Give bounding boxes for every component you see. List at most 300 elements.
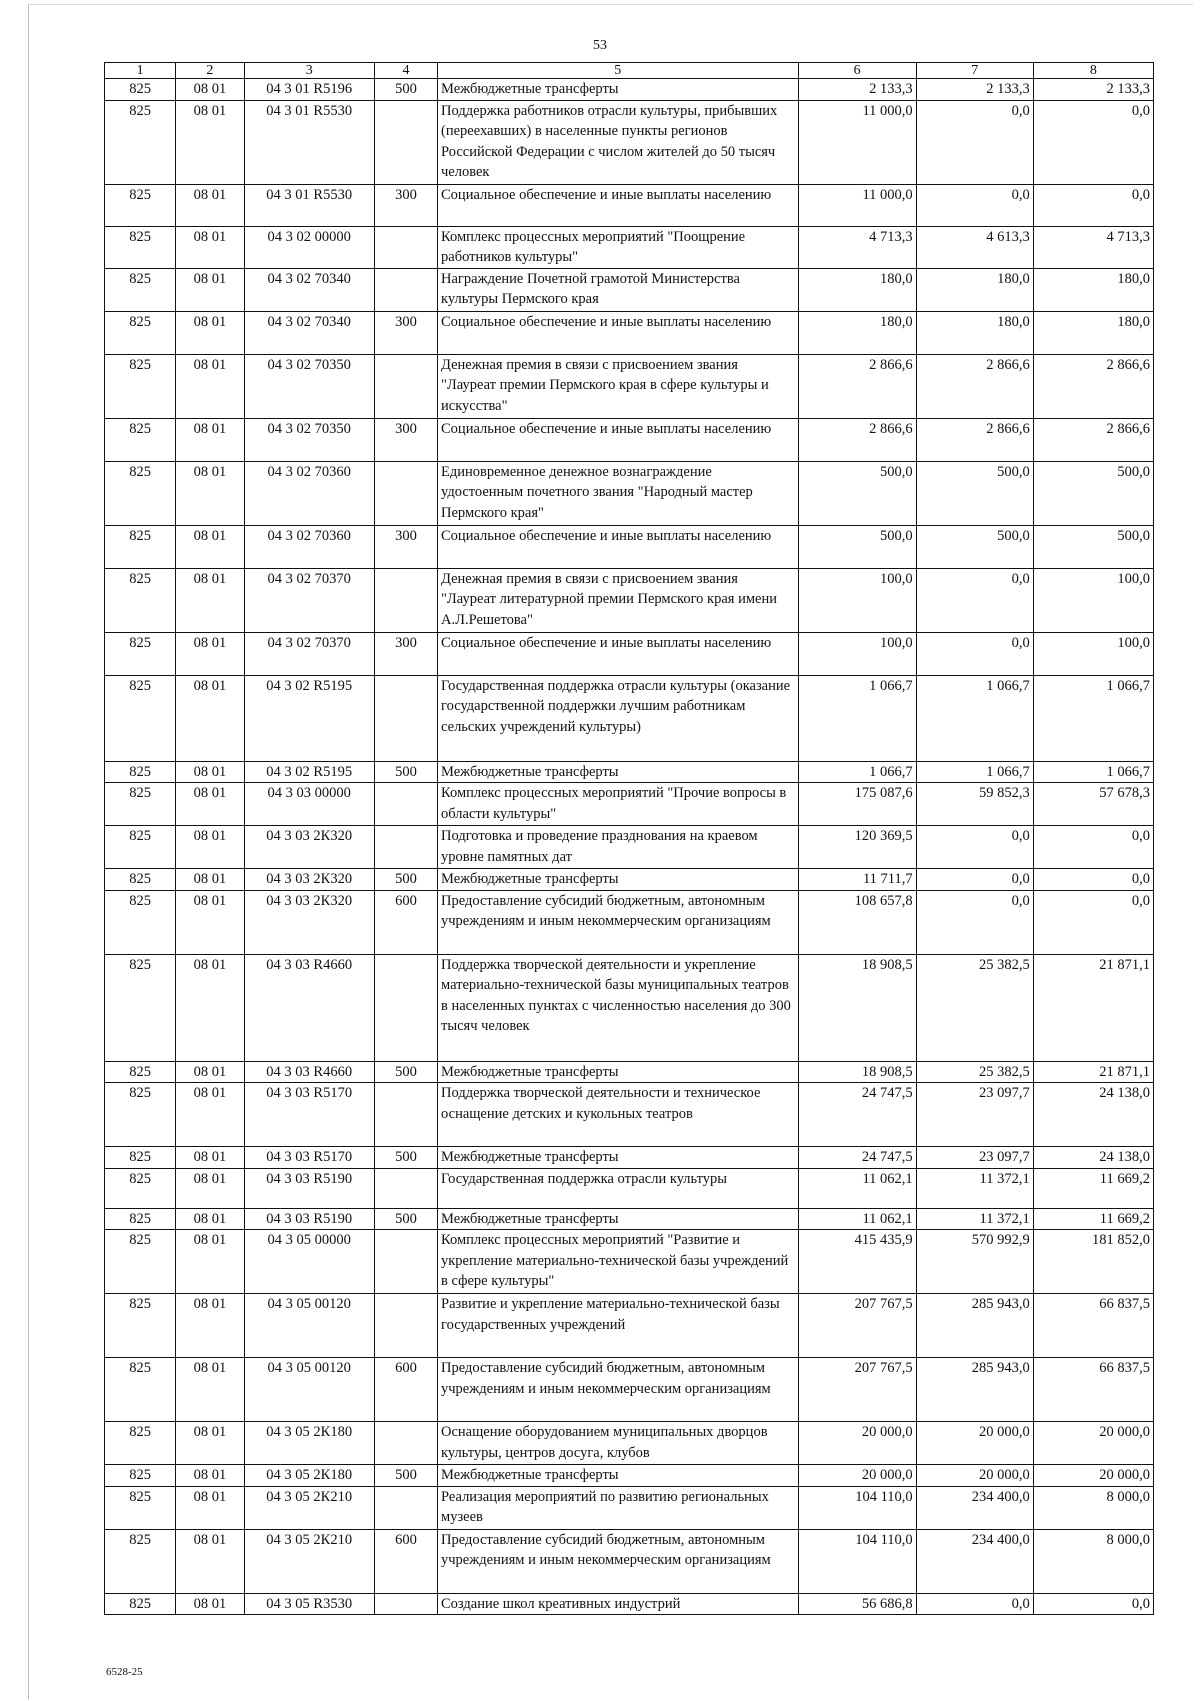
admin-code: 825	[105, 1168, 176, 1208]
target-article-code: 04 3 02 70350	[244, 354, 374, 418]
row-description: Оснащение оборудованием муниципальных дворцов культуры, центров досуга, клубов	[438, 1422, 799, 1465]
row-description: Предоставление субсидий бюджетным, автономным учреждениям и иным некоммерческим организациям	[438, 1529, 799, 1593]
section-code: 08 01	[176, 1358, 244, 1422]
admin-code: 825	[105, 100, 176, 184]
row-description: Поддержка творческой деятельности и техническое оснащение детских и кукольных театров	[438, 1083, 799, 1147]
section-code: 08 01	[176, 761, 244, 783]
expense-type-code	[374, 354, 437, 418]
admin-code: 825	[105, 1230, 176, 1294]
table-row	[105, 1294, 1154, 1358]
amount-col-7: 0,0	[916, 890, 1033, 954]
target-article-code: 04 3 03 R5170	[244, 1083, 374, 1147]
row-description: Социальное обеспечение и иные выплаты населению	[438, 418, 799, 461]
admin-code: 825	[105, 1358, 176, 1422]
row-description: Межбюджетные трансферты	[438, 1147, 799, 1169]
amount-col-8: 500,0	[1033, 525, 1153, 568]
amount-col-6: 4 713,3	[798, 226, 916, 268]
amount-col-8: 2 866,6	[1033, 418, 1153, 461]
row-description: Денежная премия в связи с присвоением звания "Лауреат премии Пермского края в сфере культуры и искусства"	[438, 354, 799, 418]
table-row	[105, 761, 1154, 783]
admin-code: 825	[105, 1208, 176, 1230]
column-header: 1	[105, 63, 176, 79]
row-description: Поддержка творческой деятельности и укрепление материально-технической базы муниципальных театров в населенных пунктах с численностью населения до 300 тысяч человек	[438, 954, 799, 1061]
amount-col-8: 11 669,2	[1033, 1208, 1153, 1230]
expense-type-code: 500	[374, 1208, 437, 1230]
amount-col-7: 0,0	[916, 869, 1033, 891]
page-number: 53	[593, 38, 607, 53]
table-row	[105, 268, 1154, 311]
table-row	[105, 1358, 1154, 1422]
expense-type-code	[374, 1083, 437, 1147]
row-description: Поддержка работников отрасли культуры, прибывших (переехавших) в населенные пункты регионов Российской Федерации с числом жителей до 50 тысяч человек	[438, 100, 799, 184]
amount-col-8: 24 138,0	[1033, 1083, 1153, 1147]
amount-col-6: 2 866,6	[798, 418, 916, 461]
amount-col-6: 18 908,5	[798, 954, 916, 1061]
table-row	[105, 826, 1154, 869]
amount-col-8: 21 871,1	[1033, 1061, 1153, 1083]
section-code: 08 01	[176, 268, 244, 311]
amount-col-7: 4 613,3	[916, 226, 1033, 268]
target-article-code: 04 3 03 00000	[244, 783, 374, 826]
admin-code: 825	[105, 226, 176, 268]
expense-type-code	[374, 226, 437, 268]
admin-code: 825	[105, 568, 176, 632]
amount-col-7: 234 400,0	[916, 1529, 1033, 1593]
amount-col-8: 0,0	[1033, 826, 1153, 869]
admin-code: 825	[105, 1486, 176, 1529]
amount-col-8: 66 837,5	[1033, 1358, 1153, 1422]
row-description: Социальное обеспечение и иные выплаты населению	[438, 311, 799, 354]
target-article-code: 04 3 05 2К210	[244, 1486, 374, 1529]
row-description: Государственная поддержка отрасли культуры (оказание государственной поддержки лучшим работникам сельских учреждений культуры)	[438, 675, 799, 761]
expense-type-code: 300	[374, 184, 437, 226]
expense-type-code	[374, 1593, 437, 1615]
row-description: Подготовка и проведение празднования на краевом уровне памятных дат	[438, 826, 799, 869]
admin-code: 825	[105, 675, 176, 761]
amount-col-7: 1 066,7	[916, 675, 1033, 761]
target-article-code: 04 3 02 70340	[244, 268, 374, 311]
target-article-code: 04 3 02 R5195	[244, 761, 374, 783]
section-code: 08 01	[176, 461, 244, 525]
target-article-code: 04 3 03 R4660	[244, 954, 374, 1061]
amount-col-7: 11 372,1	[916, 1168, 1033, 1208]
amount-col-8: 181 852,0	[1033, 1230, 1153, 1294]
expense-type-code	[374, 826, 437, 869]
section-code: 08 01	[176, 890, 244, 954]
amount-col-6: 1 066,7	[798, 761, 916, 783]
amount-col-8: 2 866,6	[1033, 354, 1153, 418]
target-article-code: 04 3 05 00000	[244, 1230, 374, 1294]
section-code: 08 01	[176, 226, 244, 268]
target-article-code: 04 3 02 R5195	[244, 675, 374, 761]
table-row	[105, 226, 1154, 268]
expense-type-code: 500	[374, 1061, 437, 1083]
target-article-code: 04 3 02 70350	[244, 418, 374, 461]
row-description: Комплекс процессных мероприятий "Поощрение работников культуры"	[438, 226, 799, 268]
table-header-row	[105, 63, 1154, 79]
amount-col-6: 500,0	[798, 525, 916, 568]
amount-col-6: 180,0	[798, 268, 916, 311]
amount-col-8: 8 000,0	[1033, 1529, 1153, 1593]
target-article-code: 04 3 05 2К180	[244, 1465, 374, 1487]
target-article-code: 04 3 01 R5530	[244, 184, 374, 226]
row-description: Предоставление субсидий бюджетным, автономным учреждениям и иным некоммерческим организациям	[438, 1358, 799, 1422]
section-code: 08 01	[176, 1083, 244, 1147]
table-row	[105, 890, 1154, 954]
target-article-code: 04 3 03 2К320	[244, 869, 374, 891]
target-article-code: 04 3 03 R4660	[244, 1061, 374, 1083]
amount-col-8: 0,0	[1033, 869, 1153, 891]
admin-code: 825	[105, 1294, 176, 1358]
target-article-code: 04 3 03 R5170	[244, 1147, 374, 1169]
section-code: 08 01	[176, 1529, 244, 1593]
table-row	[105, 675, 1154, 761]
admin-code: 825	[105, 1593, 176, 1615]
amount-col-7: 285 943,0	[916, 1294, 1033, 1358]
row-description: Создание школ креативных индустрий	[438, 1593, 799, 1615]
target-article-code: 04 3 02 70370	[244, 568, 374, 632]
amount-col-8: 24 138,0	[1033, 1147, 1153, 1169]
amount-col-7: 0,0	[916, 632, 1033, 675]
section-code: 08 01	[176, 525, 244, 568]
table-row	[105, 954, 1154, 1061]
target-article-code: 04 3 05 2К210	[244, 1529, 374, 1593]
amount-col-8: 0,0	[1033, 184, 1153, 226]
amount-col-8: 57 678,3	[1033, 783, 1153, 826]
table-row	[105, 1465, 1154, 1487]
amount-col-6: 104 110,0	[798, 1486, 916, 1529]
expense-type-code: 300	[374, 632, 437, 675]
table-row	[105, 1422, 1154, 1465]
admin-code: 825	[105, 525, 176, 568]
row-description: Реализация мероприятий по развитию региональных музеев	[438, 1486, 799, 1529]
amount-col-7: 2 133,3	[916, 79, 1033, 101]
row-description: Предоставление субсидий бюджетным, автономным учреждениям и иным некоммерческим организациям	[438, 890, 799, 954]
section-code: 08 01	[176, 184, 244, 226]
amount-col-7: 180,0	[916, 268, 1033, 311]
amount-col-8: 180,0	[1033, 311, 1153, 354]
amount-col-6: 415 435,9	[798, 1230, 916, 1294]
section-code: 08 01	[176, 675, 244, 761]
row-description: Межбюджетные трансферты	[438, 79, 799, 101]
amount-col-7: 570 992,9	[916, 1230, 1033, 1294]
amount-col-7: 11 372,1	[916, 1208, 1033, 1230]
table-row	[105, 1208, 1154, 1230]
expense-type-code	[374, 1168, 437, 1208]
amount-col-8: 11 669,2	[1033, 1168, 1153, 1208]
amount-col-6: 2 866,6	[798, 354, 916, 418]
amount-col-7: 25 382,5	[916, 954, 1033, 1061]
admin-code: 825	[105, 783, 176, 826]
section-code: 08 01	[176, 354, 244, 418]
expense-type-code	[374, 1230, 437, 1294]
table-row	[105, 525, 1154, 568]
admin-code: 825	[105, 1147, 176, 1169]
amount-col-8: 21 871,1	[1033, 954, 1153, 1061]
amount-col-6: 108 657,8	[798, 890, 916, 954]
row-description: Межбюджетные трансферты	[438, 1208, 799, 1230]
amount-col-6: 11 062,1	[798, 1168, 916, 1208]
admin-code: 825	[105, 954, 176, 1061]
section-code: 08 01	[176, 100, 244, 184]
row-description: Денежная премия в связи с присвоением звания "Лауреат литературной премии Пермского края имени А.Л.Решетова"	[438, 568, 799, 632]
amount-col-7: 285 943,0	[916, 1358, 1033, 1422]
amount-col-6: 20 000,0	[798, 1465, 916, 1487]
amount-col-6: 11 711,7	[798, 869, 916, 891]
table-row	[105, 100, 1154, 184]
expense-type-code: 600	[374, 890, 437, 954]
admin-code: 825	[105, 1422, 176, 1465]
amount-col-7: 180,0	[916, 311, 1033, 354]
target-article-code: 04 3 03 R5190	[244, 1208, 374, 1230]
expense-type-code: 500	[374, 869, 437, 891]
row-description: Социальное обеспечение и иные выплаты населению	[438, 184, 799, 226]
row-description: Комплекс процессных мероприятий "Прочие вопросы в области культуры"	[438, 783, 799, 826]
amount-col-7: 0,0	[916, 184, 1033, 226]
admin-code: 825	[105, 184, 176, 226]
amount-col-6: 1 066,7	[798, 675, 916, 761]
admin-code: 825	[105, 1061, 176, 1083]
expense-type-code: 500	[374, 79, 437, 101]
section-code: 08 01	[176, 568, 244, 632]
expense-type-code	[374, 568, 437, 632]
amount-col-7: 500,0	[916, 461, 1033, 525]
admin-code: 825	[105, 418, 176, 461]
section-code: 08 01	[176, 954, 244, 1061]
amount-col-7: 1 066,7	[916, 761, 1033, 783]
amount-col-8: 0,0	[1033, 1593, 1153, 1615]
section-code: 08 01	[176, 869, 244, 891]
amount-col-8: 20 000,0	[1033, 1422, 1153, 1465]
section-code: 08 01	[176, 1168, 244, 1208]
amount-col-6: 175 087,6	[798, 783, 916, 826]
target-article-code: 04 3 05 00120	[244, 1294, 374, 1358]
expense-type-code: 300	[374, 418, 437, 461]
table-row	[105, 1593, 1154, 1615]
target-article-code: 04 3 02 70340	[244, 311, 374, 354]
budget-table	[104, 62, 1154, 1615]
amount-col-6: 207 767,5	[798, 1294, 916, 1358]
table-row	[105, 418, 1154, 461]
target-article-code: 04 3 05 00120	[244, 1358, 374, 1422]
table-row	[105, 1147, 1154, 1169]
amount-col-8: 2 133,3	[1033, 79, 1153, 101]
row-description: Межбюджетные трансферты	[438, 1465, 799, 1487]
section-code: 08 01	[176, 311, 244, 354]
section-code: 08 01	[176, 1465, 244, 1487]
table-row	[105, 783, 1154, 826]
expense-type-code: 600	[374, 1358, 437, 1422]
amount-col-6: 20 000,0	[798, 1422, 916, 1465]
admin-code: 825	[105, 1083, 176, 1147]
amount-col-6: 100,0	[798, 568, 916, 632]
amount-col-6: 56 686,8	[798, 1593, 916, 1615]
table-row	[105, 1486, 1154, 1529]
amount-col-6: 11 062,1	[798, 1208, 916, 1230]
expense-type-code: 300	[374, 525, 437, 568]
admin-code: 825	[105, 354, 176, 418]
expense-type-code: 500	[374, 1147, 437, 1169]
amount-col-7: 500,0	[916, 525, 1033, 568]
target-article-code: 04 3 02 70360	[244, 461, 374, 525]
amount-col-7: 25 382,5	[916, 1061, 1033, 1083]
target-article-code: 04 3 02 70370	[244, 632, 374, 675]
section-code: 08 01	[176, 418, 244, 461]
admin-code: 825	[105, 632, 176, 675]
amount-col-6: 120 369,5	[798, 826, 916, 869]
table-row	[105, 1230, 1154, 1294]
amount-col-6: 180,0	[798, 311, 916, 354]
admin-code: 825	[105, 1529, 176, 1593]
admin-code: 825	[105, 869, 176, 891]
section-code: 08 01	[176, 783, 244, 826]
amount-col-6: 11 000,0	[798, 184, 916, 226]
amount-col-7: 2 866,6	[916, 354, 1033, 418]
column-header: 3	[244, 63, 374, 79]
amount-col-8: 1 066,7	[1033, 675, 1153, 761]
target-article-code: 04 3 02 00000	[244, 226, 374, 268]
table-row	[105, 79, 1154, 101]
column-header: 7	[916, 63, 1033, 79]
amount-col-7: 234 400,0	[916, 1486, 1033, 1529]
amount-col-8: 100,0	[1033, 568, 1153, 632]
table-row	[105, 461, 1154, 525]
amount-col-7: 0,0	[916, 1593, 1033, 1615]
column-header: 4	[374, 63, 437, 79]
table-row	[105, 311, 1154, 354]
table-row	[105, 1529, 1154, 1593]
document-code: 6528-25	[106, 1666, 143, 1678]
table-row	[105, 568, 1154, 632]
admin-code: 825	[105, 761, 176, 783]
amount-col-7: 0,0	[916, 568, 1033, 632]
table-row	[105, 632, 1154, 675]
admin-code: 825	[105, 268, 176, 311]
amount-col-7: 20 000,0	[916, 1422, 1033, 1465]
target-article-code: 04 3 05 2К180	[244, 1422, 374, 1465]
section-code: 08 01	[176, 1294, 244, 1358]
table-row	[105, 1168, 1154, 1208]
table-row	[105, 184, 1154, 226]
target-article-code: 04 3 03 R5190	[244, 1168, 374, 1208]
amount-col-7: 20 000,0	[916, 1465, 1033, 1487]
amount-col-8: 0,0	[1033, 890, 1153, 954]
amount-col-6: 24 747,5	[798, 1083, 916, 1147]
section-code: 08 01	[176, 632, 244, 675]
section-code: 08 01	[176, 1208, 244, 1230]
amount-col-8: 1 066,7	[1033, 761, 1153, 783]
row-description: Межбюджетные трансферты	[438, 1061, 799, 1083]
table-row	[105, 869, 1154, 891]
amount-col-6: 100,0	[798, 632, 916, 675]
admin-code: 825	[105, 311, 176, 354]
amount-col-6: 24 747,5	[798, 1147, 916, 1169]
section-code: 08 01	[176, 1486, 244, 1529]
amount-col-7: 2 866,6	[916, 418, 1033, 461]
section-code: 08 01	[176, 79, 244, 101]
expense-type-code	[374, 675, 437, 761]
column-header: 8	[1033, 63, 1153, 79]
section-code: 08 01	[176, 1147, 244, 1169]
row-description: Социальное обеспечение и иные выплаты населению	[438, 632, 799, 675]
target-article-code: 04 3 05 R3530	[244, 1593, 374, 1615]
amount-col-7: 0,0	[916, 100, 1033, 184]
admin-code: 825	[105, 826, 176, 869]
amount-col-8: 500,0	[1033, 461, 1153, 525]
row-description: Социальное обеспечение и иные выплаты населению	[438, 525, 799, 568]
row-description: Межбюджетные трансферты	[438, 761, 799, 783]
section-code: 08 01	[176, 826, 244, 869]
row-description: Награждение Почетной грамотой Министерства культуры Пермского края	[438, 268, 799, 311]
expense-type-code: 600	[374, 1529, 437, 1593]
expense-type-code: 500	[374, 761, 437, 783]
expense-type-code	[374, 954, 437, 1061]
expense-type-code	[374, 100, 437, 184]
expense-type-code	[374, 1294, 437, 1358]
row-description: Комплекс процессных мероприятий "Развитие и укрепление материально-технической базы учреждений в сфере культуры"	[438, 1230, 799, 1294]
admin-code: 825	[105, 461, 176, 525]
amount-col-8: 66 837,5	[1033, 1294, 1153, 1358]
amount-col-6: 18 908,5	[798, 1061, 916, 1083]
section-code: 08 01	[176, 1230, 244, 1294]
column-header: 6	[798, 63, 916, 79]
amount-col-8: 8 000,0	[1033, 1486, 1153, 1529]
amount-col-8: 0,0	[1033, 100, 1153, 184]
target-article-code: 04 3 02 70360	[244, 525, 374, 568]
amount-col-8: 20 000,0	[1033, 1465, 1153, 1487]
amount-col-6: 11 000,0	[798, 100, 916, 184]
expense-type-code	[374, 268, 437, 311]
row-description: Развитие и укрепление материально-технической базы государственных учреждений	[438, 1294, 799, 1358]
amount-col-8: 100,0	[1033, 632, 1153, 675]
expense-type-code: 500	[374, 1465, 437, 1487]
target-article-code: 04 3 03 2К320	[244, 826, 374, 869]
amount-col-8: 180,0	[1033, 268, 1153, 311]
target-article-code: 04 3 01 R5196	[244, 79, 374, 101]
admin-code: 825	[105, 79, 176, 101]
section-code: 08 01	[176, 1593, 244, 1615]
row-description: Межбюджетные трансферты	[438, 869, 799, 891]
row-description: Государственная поддержка отрасли культуры	[438, 1168, 799, 1208]
table-row	[105, 1061, 1154, 1083]
amount-col-7: 23 097,7	[916, 1147, 1033, 1169]
expense-type-code	[374, 461, 437, 525]
column-header: 2	[176, 63, 244, 79]
table-row	[105, 1083, 1154, 1147]
expense-type-code	[374, 1422, 437, 1465]
amount-col-8: 4 713,3	[1033, 226, 1153, 268]
row-description: Единовременное денежное вознаграждение удостоенным почетного звания "Народный мастер Пермского края"	[438, 461, 799, 525]
section-code: 08 01	[176, 1061, 244, 1083]
amount-col-7: 23 097,7	[916, 1083, 1033, 1147]
expense-type-code	[374, 1486, 437, 1529]
table-row	[105, 354, 1154, 418]
amount-col-6: 207 767,5	[798, 1358, 916, 1422]
amount-col-7: 0,0	[916, 826, 1033, 869]
target-article-code: 04 3 01 R5530	[244, 100, 374, 184]
amount-col-6: 2 133,3	[798, 79, 916, 101]
section-code: 08 01	[176, 1422, 244, 1465]
amount-col-6: 500,0	[798, 461, 916, 525]
column-header: 5	[438, 63, 799, 79]
amount-col-7: 59 852,3	[916, 783, 1033, 826]
target-article-code: 04 3 03 2К320	[244, 890, 374, 954]
expense-type-code	[374, 783, 437, 826]
admin-code: 825	[105, 1465, 176, 1487]
admin-code: 825	[105, 890, 176, 954]
expense-type-code: 300	[374, 311, 437, 354]
amount-col-6: 104 110,0	[798, 1529, 916, 1593]
